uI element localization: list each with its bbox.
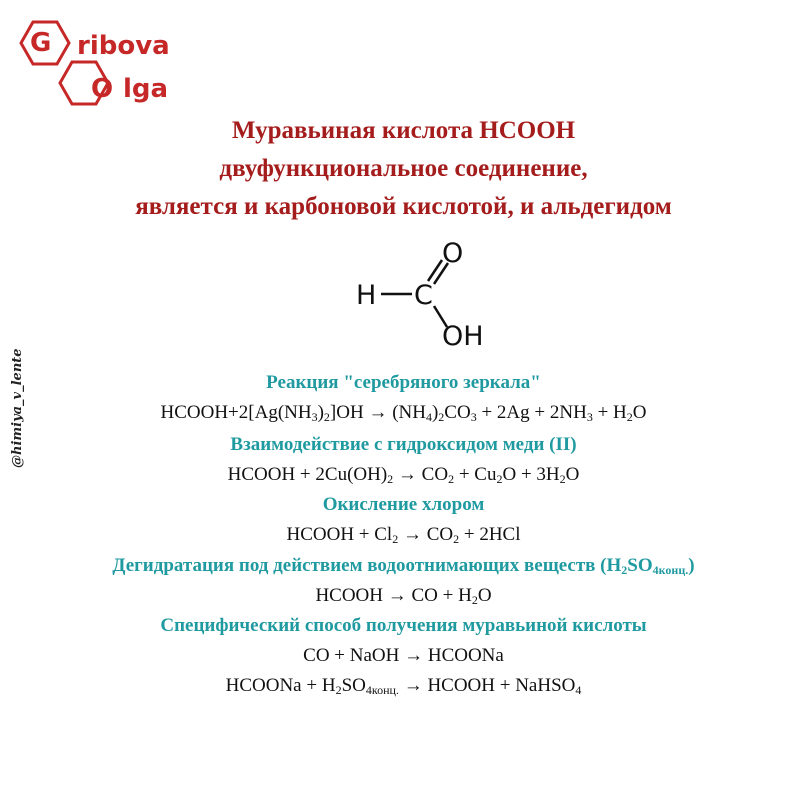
equation-chlorine-oxidation: HCOOH + $Cl_2 \to CO_2 + 2HCl$: [286, 524, 521, 546]
subscript: 2: [323, 410, 330, 424]
logo-letter-g: [30, 30, 51, 56]
atom-c: C: [414, 280, 433, 311]
subscript: 2: [335, 683, 342, 697]
atom-o: O: [442, 238, 464, 269]
formic-acid-structure: [348, 236, 508, 356]
title-line-1: Муравьиная кислота HCOOH: [231, 117, 576, 144]
subscript: 4: [575, 683, 582, 697]
equation-specific-2: HCOONa + $H_2SO_{4конц.}$ → HCOOH + NaHSO$_4$: [225, 675, 582, 697]
subscript: 2: [392, 532, 399, 546]
heading-dehydration: Дегидратация под действием водоотнимающих веществ $(H_2SO_{4конц.})$: [112, 555, 695, 577]
subscript: 2: [559, 472, 566, 486]
equation-dehydration: HCOOH → CO + $H_2O$: [315, 585, 492, 607]
logo-initial-g: G: [30, 28, 52, 58]
title-line-3: является и карбоновой кислотой, и альдегидом: [135, 193, 672, 220]
heading-specific-method: Специфический способ получения муравьиной кислоты: [160, 615, 647, 636]
subscript: 2: [438, 410, 445, 424]
heading-copper-hydroxide: Взаимодействие с гидроксидом меди (II): [230, 434, 577, 455]
subscript: 3: [470, 410, 477, 424]
subscript: 2: [496, 472, 503, 486]
logo-word-ribova: ribova: [77, 31, 170, 61]
subscript: 2: [471, 593, 478, 607]
subscript: 3: [311, 410, 318, 424]
subscript: 4конц.: [652, 563, 689, 577]
title-line-2: двуфункциональное соединение,: [219, 155, 588, 182]
subscript: 2: [387, 472, 394, 486]
equation-copper-hydroxide: HCOOH + $2Cu(OH)_2 \to CO_2 + Cu_2O + 3H_2O$: [227, 464, 580, 486]
subscript: 2: [453, 532, 460, 546]
side-handle-tag: @himiya_v_lente: [10, 348, 25, 468]
subscript: 2: [621, 563, 628, 577]
equation-silver-mirror: $HCOOH+2[Ag(NH_3)_2]OH \to (NH_4)_2CO_3 + 2Ag + 2NH_3 + H_2O$: [160, 402, 647, 424]
logo-letter-o: O: [91, 74, 114, 104]
heading-chlorine-oxidation: Окисление хлором: [322, 494, 485, 515]
heading-silver-mirror: Реакция "серебряного зеркала": [266, 372, 541, 393]
subscript: 4: [425, 410, 432, 424]
subscript: 4конц.: [365, 683, 399, 697]
subscript: 2: [626, 410, 633, 424]
subscript: 3: [586, 410, 593, 424]
group-oh: OH: [442, 321, 484, 352]
equation-specific-1: CO + NaOH → HCOONa: [303, 645, 504, 666]
logo-word-lga: lga: [123, 74, 169, 104]
atom-h: H: [356, 280, 377, 311]
subscript: 2: [448, 472, 455, 486]
